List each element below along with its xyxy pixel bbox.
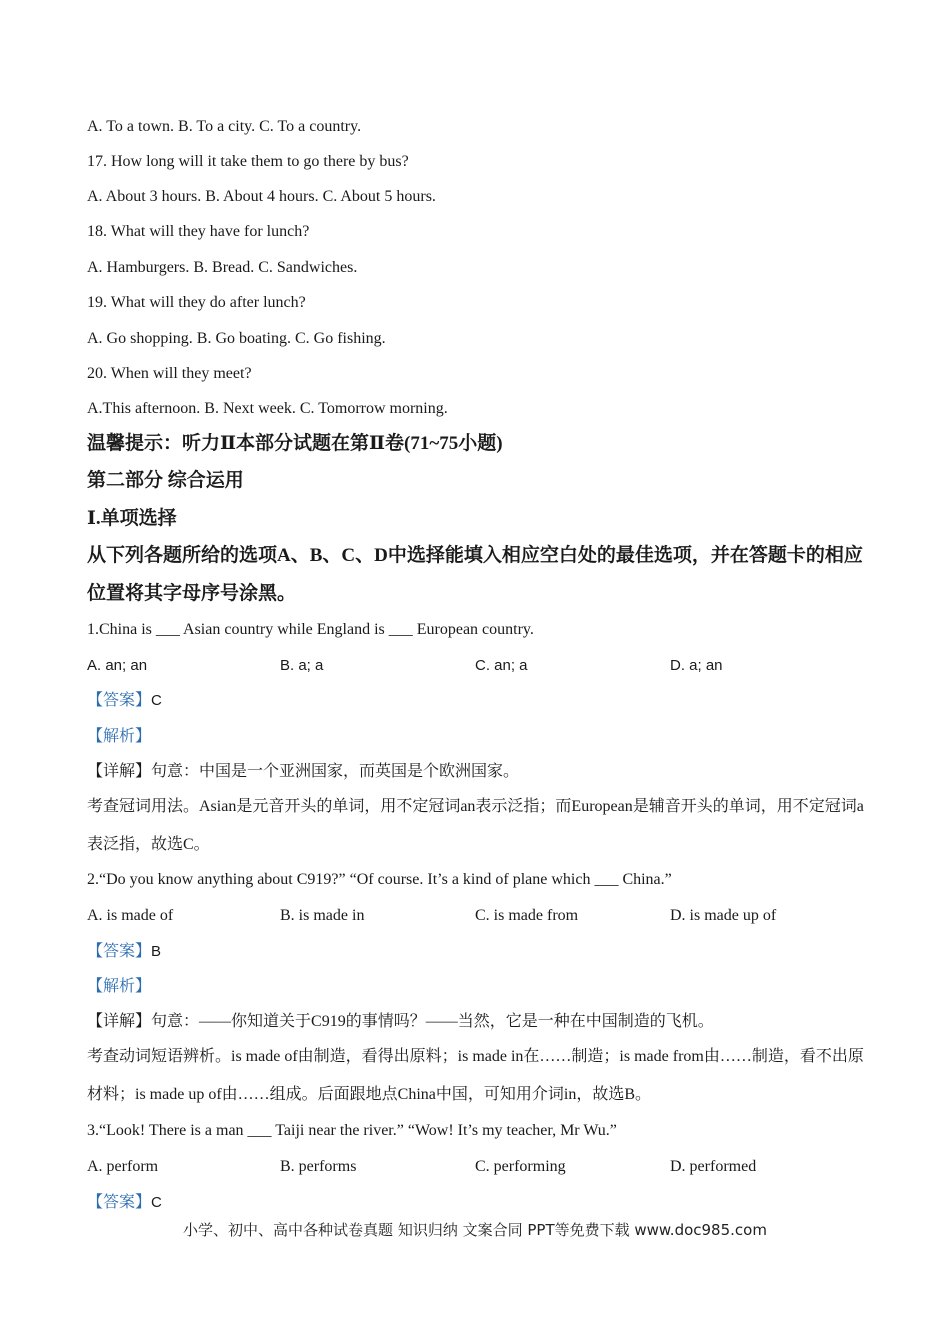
q3-option-a: A. perform [87,1158,159,1175]
q2-option-a: A. is made of [87,907,174,924]
q2-explanation: 考查动词短语辨析。is made of由制造，看得出原料；is made in在……制造；is made from由……制造，看不出原材料；is made up of由……组成。后面跟地点China中国，可知用介词in，故选B。 [87,1048,864,1103]
q1-option-d: D. a; an [670,657,723,674]
q18-options: A. Hamburgers. B. Bread. C. Sandwiches. [87,259,358,276]
page-footer: 小学、初中、高中各种试卷真题 知识归纳 文案合同 PPT等免费下载 www.doc985.com [183,1221,767,1239]
q2-option-d: D. is made up of [670,907,777,924]
q2-stem: 2.“Do you know anything about C919?” “Of course. It’s a kind of plane which ___ China.” [87,871,672,888]
q2-option-c: C. is made from [475,907,579,924]
section-instruction: 从下列各题所给的选项A、B、C、D中选择能填入相应空白处的最佳选项，并在答题卡的相应位置将其字母序号涂黑。 [87,545,863,604]
q1-option-b: B. a; a [280,657,324,674]
detail-tag: 【详解】 [87,763,152,780]
q19-options: A. Go shopping. B. Go boating. C. Go fishing. [87,330,386,347]
answer-value: B [151,943,162,960]
q2-answer [87,942,870,962]
q1-detail [87,762,870,782]
answer-tag: 【答案】 [87,692,152,709]
detail-tag: 【详解】 [87,1013,152,1030]
q17-options: A. About 3 hours. B. About 4 hours. C. About 5 hours. [87,188,436,205]
q17-stem: 17. How long will it take them to go there by bus? [87,153,409,170]
section-heading: Ⅰ.单项选择 [87,508,177,529]
q3-answer [87,1193,870,1213]
q2-detail [87,1012,870,1032]
q16-options: A. To a town. B. To a city. C. To a country. [87,118,362,135]
q1-answer [87,691,870,711]
q2-analysis-tag [87,977,870,997]
q3-option-b: B. performs [280,1158,357,1175]
q2-options [87,906,870,926]
q1-options [87,656,870,676]
q3-option-d: D. performed [670,1158,757,1175]
q18-stem: 18. What will they have for lunch? [87,223,310,240]
q3-stem: 3.“Look! There is a man ___ Taiji near the river.” “Wow! It’s my teacher, Mr Wu.” [87,1122,617,1139]
q20-options: A.This afternoon. B. Next week. C. Tomorrow morning. [87,400,448,417]
q1-analysis-tag [87,727,870,747]
q1-option-a: A. an; an [87,657,148,674]
q1-stem: 1.China is ___ Asian country while England is ___ European country. [87,621,534,638]
answer-tag: 【答案】 [87,1194,152,1211]
analysis-tag: 【解析】 [87,978,152,995]
answer-value: C [151,692,162,709]
answer-value: C [151,1194,162,1211]
q3-option-c: C. performing [475,1158,566,1175]
analysis-tag: 【解析】 [87,728,152,745]
q1-explanation: 考查冠词用法。Asian是元音开头的单词，用不定冠词an表示泛指；而European是辅音开头的单词，用不定冠词a表泛指，故选C。 [87,798,864,853]
q3-options [87,1157,870,1177]
part-two-heading: 第二部分 综合运用 [87,470,244,491]
q2-option-b: B. is made in [280,907,365,924]
listening-tip: 温馨提示：听力Ⅱ本部分试题在第Ⅱ卷(71~75小题) [87,433,503,454]
q1-option-c: C. an; a [475,657,528,674]
answer-tag: 【答案】 [87,943,152,960]
q19-stem: 19. What will they do after lunch? [87,294,306,311]
q20-stem: 20. When will they meet? [87,365,252,382]
detail-text: 句意：——你知道关于C919的事情吗？——当然，它是一种在中国制造的飞机。 [151,1013,714,1030]
detail-text: 句意：中国是一个亚洲国家，而英国是个欧洲国家。 [151,763,520,780]
